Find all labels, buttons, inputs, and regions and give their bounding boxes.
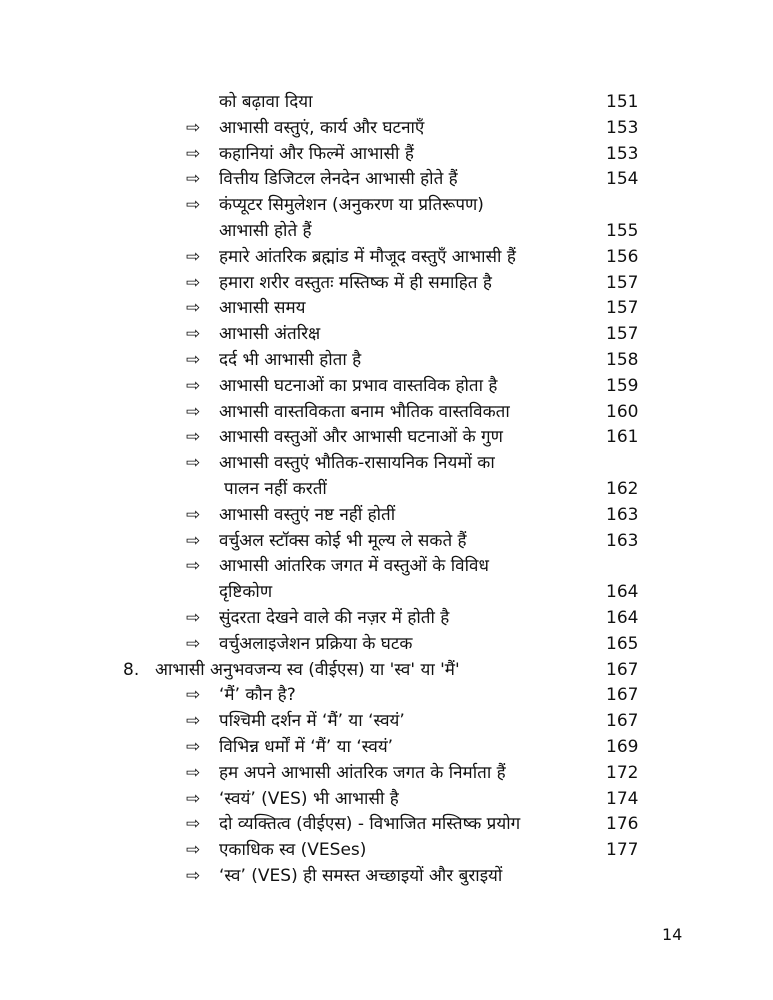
toc-entry [0,270,773,296]
arrow-icon: ⇨ [186,762,201,783]
toc-entry [0,760,773,786]
arrow-icon: ⇨ [186,504,201,525]
entry-page: 154 [606,169,639,190]
toc-entry [0,476,773,502]
arrow-icon: ⇨ [186,711,201,732]
entry-title: वित्तीय डिजिटल लेनदेन आभासी होते हैं [219,169,458,190]
entry-title: आभासी होते हैं [219,221,312,241]
entry-page: 161 [606,427,639,448]
entry-title: आभासी वस्तुएं, कार्य और घटनाएँ [219,117,425,138]
entry-title: विभिन्न धर्मों में ‘मैं’ या ‘स्वयं’ [219,737,394,757]
entry-page: 167 [606,685,639,706]
entry-title: एकाधिक स्व (VESes) [219,840,367,861]
entry-page: 164 [606,608,639,628]
arrow-icon: ⇨ [186,866,201,886]
entry-page: 156 [606,246,639,267]
arrow-icon: ⇨ [186,246,201,267]
entry-title: दो व्यक्तित्व (वीईएस) - विभाजित मस्तिष्क प्रयोग [219,814,521,835]
arrow-icon: ⇨ [186,324,201,345]
arrow-icon: ⇨ [186,298,201,319]
toc-entry [0,373,773,399]
entry-page: 174 [606,788,639,809]
entry-title: आभासी अंतरिक्ष [219,324,321,345]
toc-entry [0,837,773,863]
entry-page: 172 [606,762,639,783]
toc-entry [0,166,773,192]
arrow-icon: ⇨ [186,814,201,835]
page-number: 14 [662,925,683,944]
toc-entry [0,553,773,579]
arrow-icon: ⇨ [186,788,201,809]
toc-entry [0,347,773,373]
arrow-icon: ⇨ [186,117,201,138]
toc-entry [0,321,773,347]
toc-entry [0,528,773,554]
entry-page: 157 [606,272,639,293]
arrow-icon: ⇨ [186,143,201,164]
entry-title: ‘मैं’ कौन है? [219,685,296,706]
arrow-icon: ⇨ [186,350,201,370]
entry-title: सुंदरता देखने वाले की नज़र में होती है [219,608,450,628]
entry-title: आभासी वस्तुएं भौतिक-रासायनिक नियमों का [219,453,495,474]
entry-page: 165 [606,633,639,654]
entry-page: 164 [606,582,639,603]
entry-title: दर्द भी आभासी होता है [219,350,362,370]
entry-title: आभासी वास्तविकता बनाम भौतिक वास्तविकता [219,401,510,422]
entry-page: 151 [606,92,639,112]
toc-entry [0,192,773,218]
entry-title: हमारे आंतरिक ब्रह्मांड में मौजूद वस्तुएँ आभासी हैं [219,246,516,267]
entry-title: हमारा शरीर वस्तुतः मस्तिष्क में ही समाहित है [219,272,492,293]
entry-title: ‘स्व’ (VES) ही समस्त अच्छाइयों और बुराइयों [219,866,503,886]
arrow-icon: ⇨ [186,685,201,706]
entry-page: 157 [606,324,639,345]
toc-entry [0,424,773,450]
entry-page: 169 [606,737,639,757]
entry-title: आभासी वस्तुएं नष्ट नहीं होतीं [219,504,396,525]
entry-page: 157 [606,298,639,319]
toc-chapter [0,657,773,683]
toc-entry [0,89,773,115]
toc-entry [0,605,773,631]
toc-entry [0,631,773,657]
toc-entry [0,734,773,760]
entry-page: 155 [606,221,639,241]
toc-entry [0,141,773,167]
toc-entry [0,863,773,889]
entry-title: वर्चुअल स्टॉक्स कोई भी मूल्य ले सकते हैं [219,530,467,551]
entry-page: 167 [606,659,639,680]
entry-page: 160 [606,401,639,422]
chapter-number: 8. [123,659,140,680]
entry-title: आभासी घटनाओं का प्रभाव वास्तविक होता है [219,375,498,396]
entry-page: 176 [606,814,639,835]
toc-entry [0,115,773,141]
toc-entry [0,244,773,270]
entry-page: 159 [606,375,639,396]
entry-title: हम अपने आभासी आंतरिक जगत के निर्माता हैं [219,762,506,783]
arrow-icon: ⇨ [186,608,201,628]
toc-entry [0,811,773,837]
toc-entry [0,218,773,244]
entry-title: वर्चुअलाइजेशन प्रक्रिया के घटक [219,633,413,654]
entry-page: 153 [606,117,639,138]
toc-entry [0,502,773,528]
entry-page: 153 [606,143,639,164]
toc-entry [0,708,773,734]
arrow-icon: ⇨ [186,272,201,293]
entry-page: 167 [606,711,639,732]
arrow-icon: ⇨ [186,840,201,861]
entry-title: ‘स्वयं’ (VES) भी आभासी है [219,788,399,809]
toc-entry [0,682,773,708]
entry-title: आभासी आंतरिक जगत में वस्तुओं के विविध [219,556,489,577]
entry-title: आभासी अनुभवजन्य स्व (वीईएस) या 'स्व' या 'मैं' [155,659,460,680]
toc-entry [0,786,773,812]
arrow-icon: ⇨ [186,169,201,190]
entry-title: को बढ़ावा दिया [219,92,313,112]
entry-title: कंप्यूटर सिमुलेशन (अनुकरण या प्रतिरूपण) [219,195,484,216]
arrow-icon: ⇨ [186,633,201,654]
entry-title: पालन नहीं करतीं [224,479,327,499]
arrow-icon: ⇨ [186,401,201,422]
entry-page: 163 [606,530,639,551]
arrow-icon: ⇨ [186,427,201,448]
entry-title: दृष्टिकोण [219,582,273,603]
toc-entry [0,295,773,321]
entry-page: 163 [606,504,639,525]
arrow-icon: ⇨ [186,453,201,474]
arrow-icon: ⇨ [186,530,201,551]
arrow-icon: ⇨ [186,556,201,577]
arrow-icon: ⇨ [186,195,201,216]
entry-title: पश्चिमी दर्शन में ‘मैं’ या ‘स्वयं’ [219,711,405,732]
arrow-icon: ⇨ [186,375,201,396]
entry-title: आभासी वस्तुओं और आभासी घटनाओं के गुण [219,427,503,448]
entry-title: कहानियां और फिल्में आभासी हैं [219,143,414,164]
entry-page: 177 [606,840,639,861]
entry-title: आभासी समय [219,298,306,319]
toc-entry [0,579,773,605]
toc-entry [0,399,773,425]
toc-entry [0,450,773,476]
arrow-icon: ⇨ [186,737,201,757]
entry-page: 162 [606,479,639,499]
entry-page: 158 [606,350,639,370]
